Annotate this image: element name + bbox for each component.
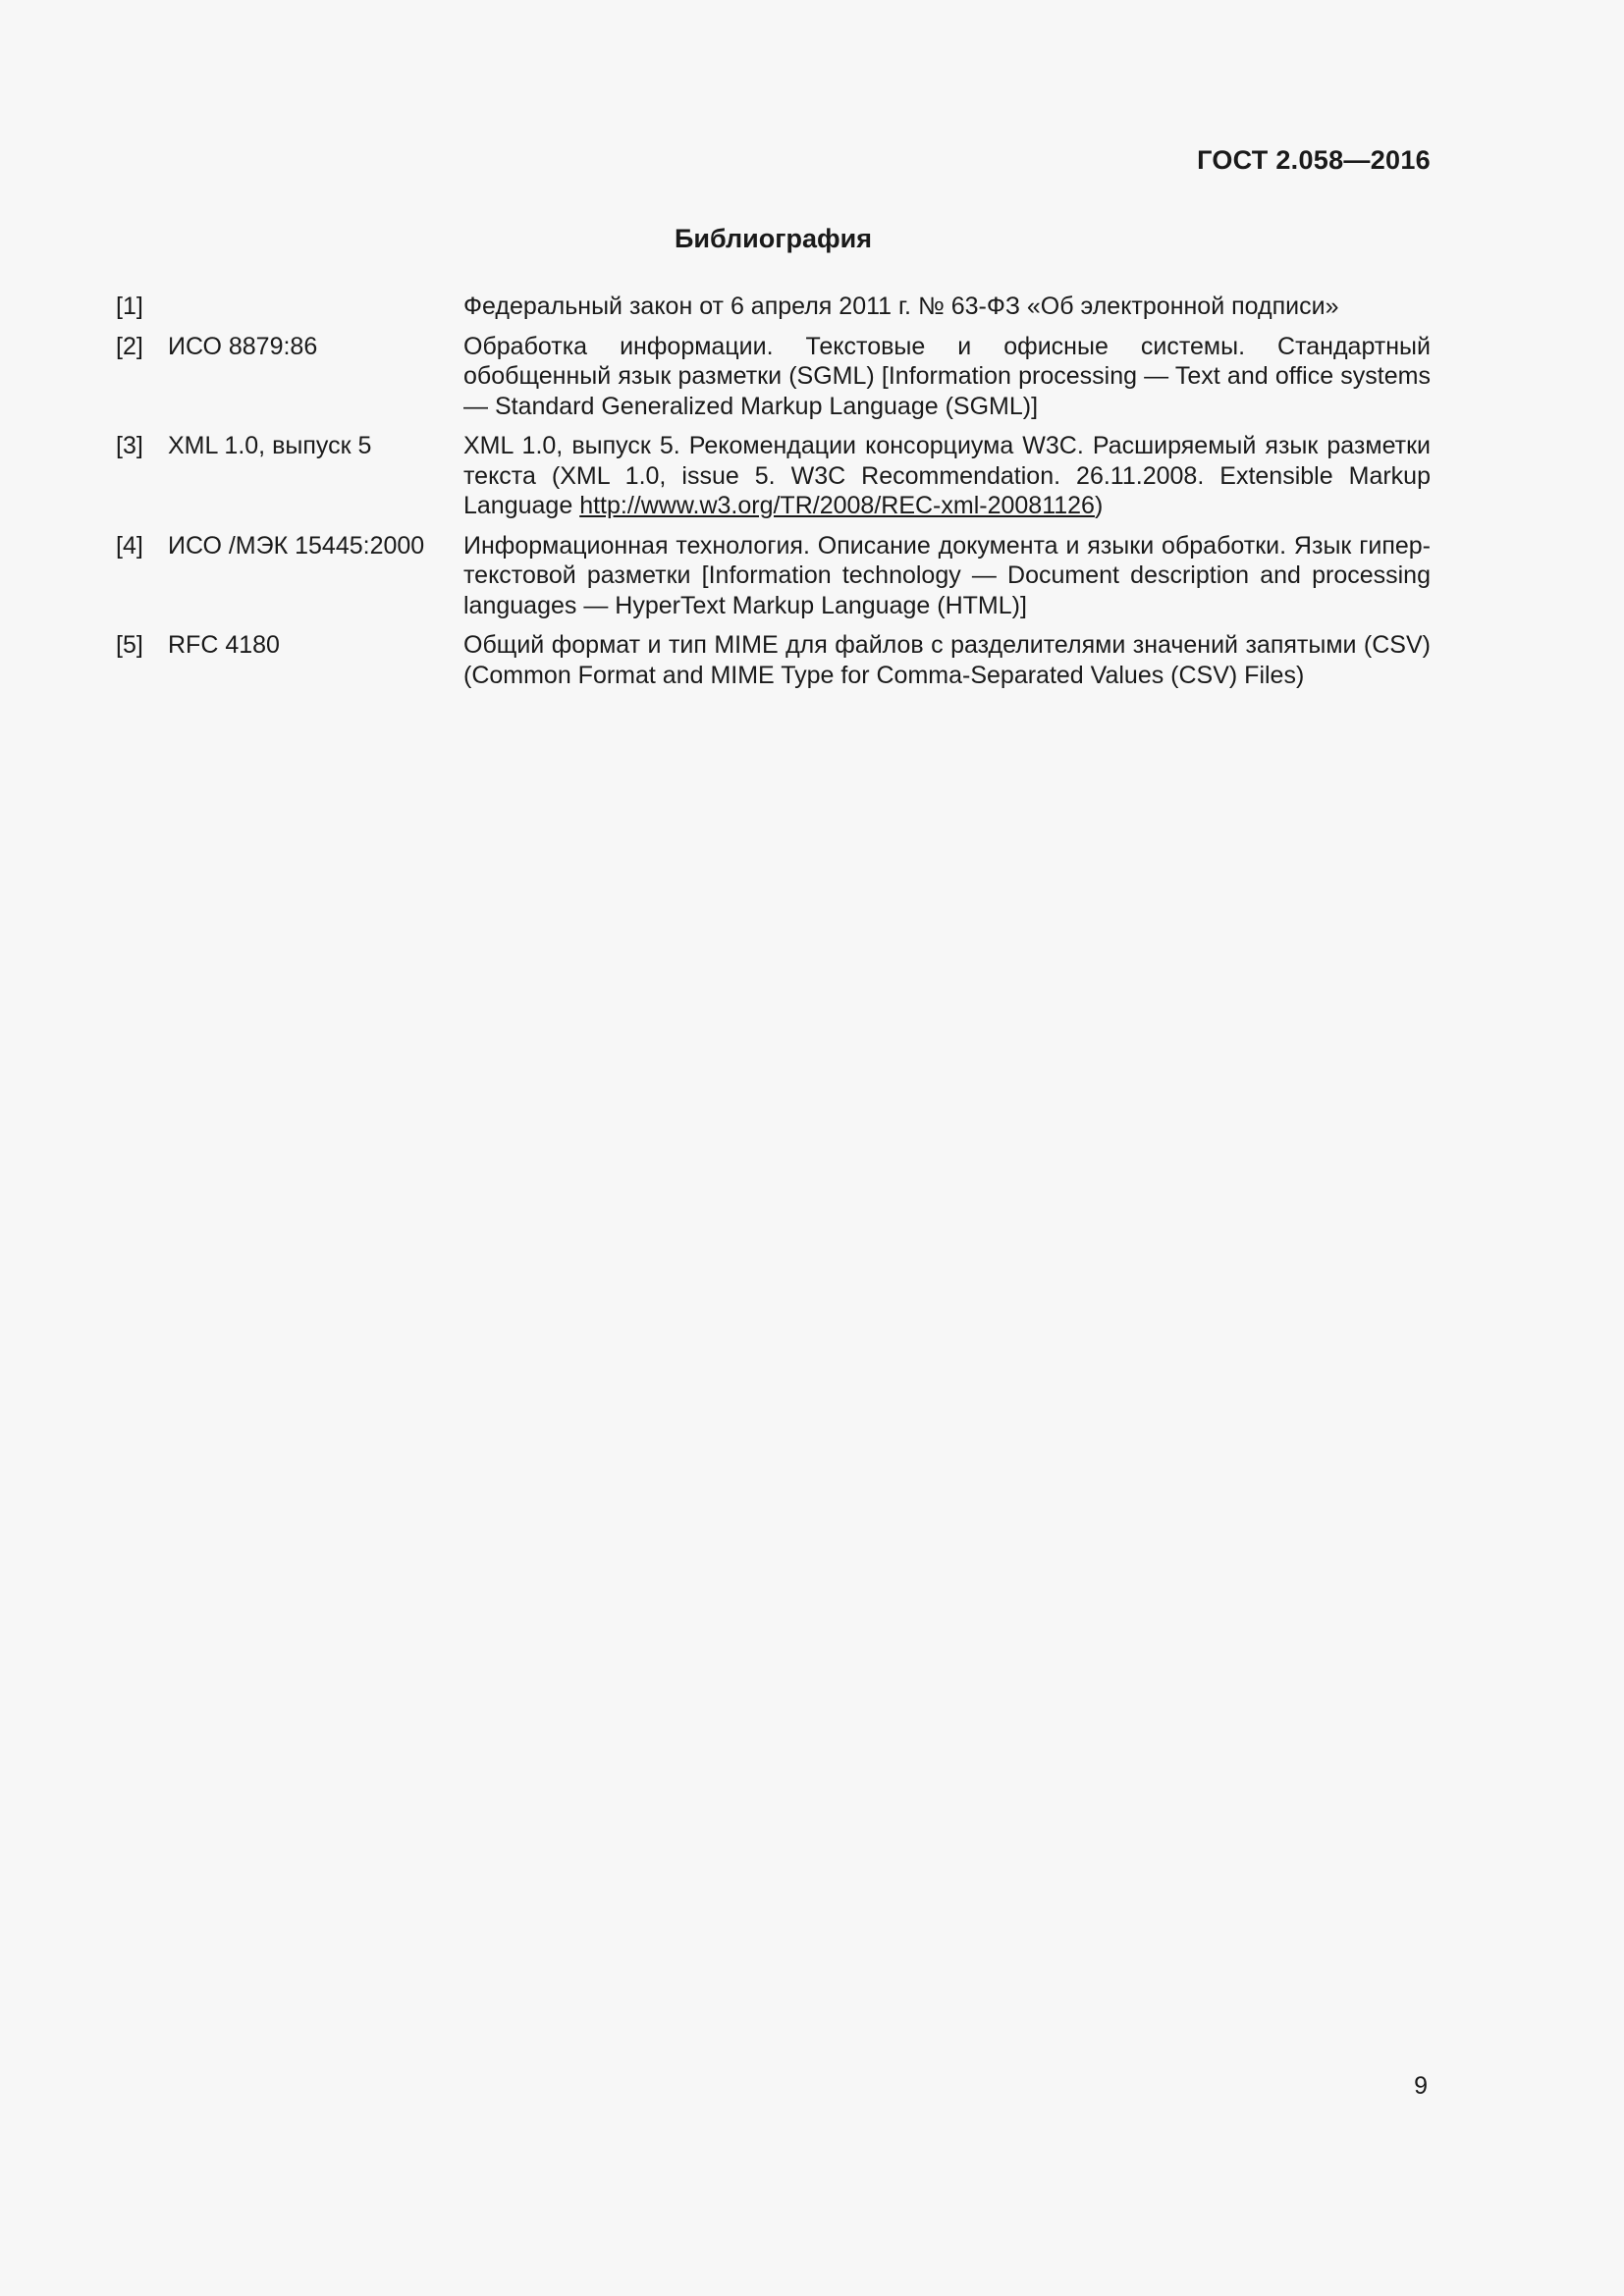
entry-reference: RFC 4180 xyxy=(168,631,280,659)
entry-description xyxy=(463,531,1431,621)
entry-number: [3] xyxy=(116,432,143,459)
entry-description-text: Федеральный закон от 6 апреля 2011 г. № 63-ФЗ «Об электронной подписи» xyxy=(463,293,1339,320)
entry-number: [2] xyxy=(116,332,143,360)
entry-description-text: XML 1.0, выпуск 5. Рекомендации консорциума W3C. Расширяемый язык разметки текста (XML 1.0, issue 5. W3C Recommendation. 26.11.2008. Extensible Markup Language xyxy=(463,432,1431,519)
bibliography-entry xyxy=(116,531,1431,621)
entry-description xyxy=(463,292,1431,322)
entry-description xyxy=(463,630,1431,690)
bibliography-entry xyxy=(116,292,1431,322)
bibliography-entry xyxy=(116,431,1431,521)
entry-reference: XML 1.0, выпуск 5 xyxy=(168,432,372,459)
entry-url-link[interactable]: http://www.w3.org/TR/2008/REC-xml-20081126 xyxy=(579,492,1095,519)
bibliography-list xyxy=(116,292,1431,700)
bibliography-entry xyxy=(116,630,1431,690)
entry-number: [1] xyxy=(116,293,143,320)
entry-description-text: Обработка информации. Текстовые и офисные системы. Стандартный обобщенный язык разметки (SGML) [Information processing — Text and office systems — Standard Generalized Markup Language (SGML)] xyxy=(463,332,1431,420)
entry-number: [4] xyxy=(116,531,143,560)
bibliography-title: Библиография xyxy=(675,224,872,253)
entry-number: [5] xyxy=(116,631,143,659)
entry-description-tail: ) xyxy=(1094,492,1104,519)
entry-description-text: Общий формат и тип MIME для файлов с разделителями значений запятыми (CSV) (Common Format and MIME Type for Comma-Separated Values (CSV) Files) xyxy=(463,631,1431,689)
bibliography-entry xyxy=(116,332,1431,422)
entry-reference: ИСО /МЭК 15445:2000 xyxy=(168,531,425,560)
document-code: ГОСТ 2.058—2016 xyxy=(1197,145,1431,175)
entry-description xyxy=(463,332,1431,422)
entry-description xyxy=(463,431,1431,521)
page-number: 9 xyxy=(1414,2072,1428,2100)
entry-reference: ИСО 8879:86 xyxy=(168,332,318,360)
entry-description-text: Информационная технология. Описание документа и языки обработки. Язык гипертекстовой разметки [Information technology — Document description and processing languages — HyperText Markup Language (HTML)] xyxy=(463,531,1431,619)
